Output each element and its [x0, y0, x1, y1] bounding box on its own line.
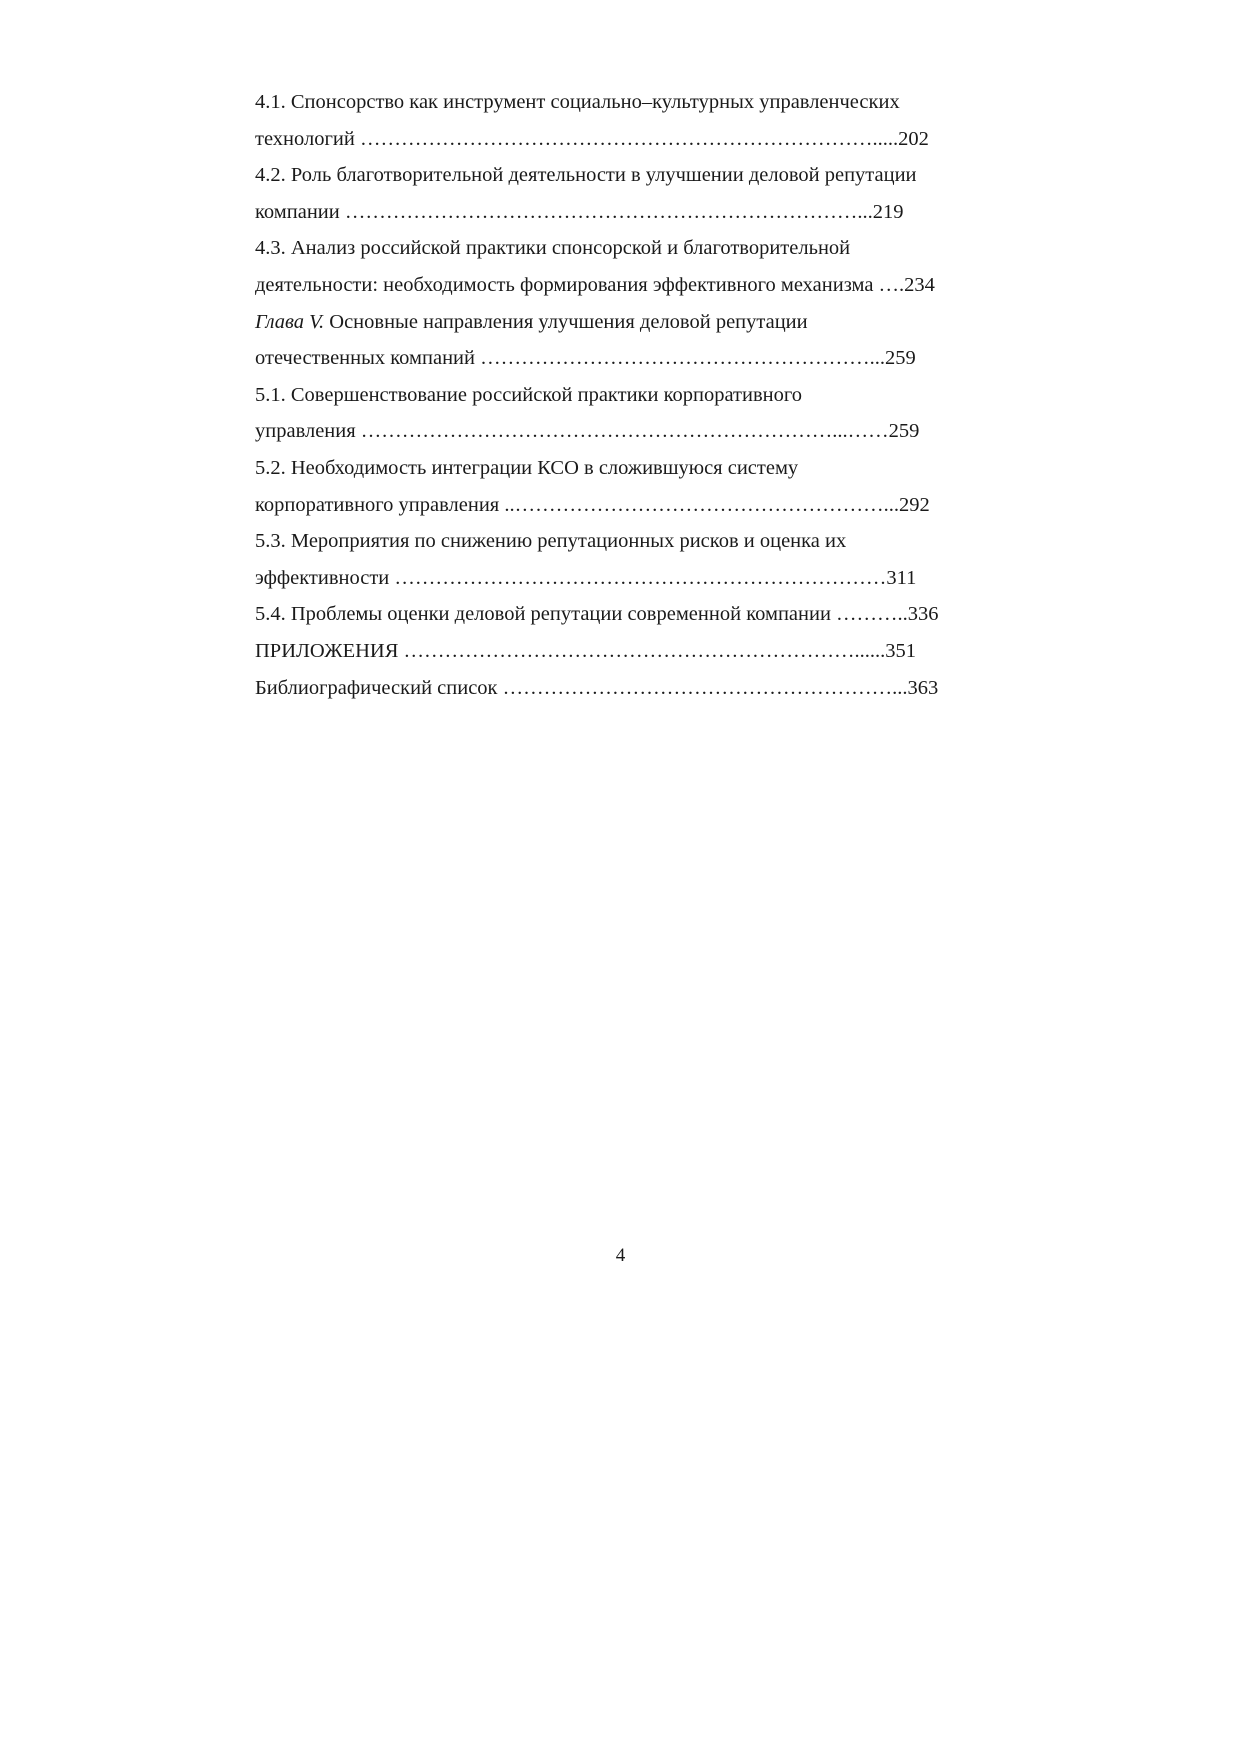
toc-entry-bibliography: Библиографический список …………………………………………………...363	[255, 676, 939, 699]
toc-entry-appendices: ПРИЛОЖЕНИЯ …………………………………………………………......351	[255, 639, 917, 662]
toc-entry-4-1-page: технологий ………………………………………………………………….....202	[255, 127, 929, 150]
toc-entry-5-4: 5.4. Проблемы оценки деловой репутации современной компании ………..336	[255, 603, 939, 626]
toc-entry-4-3-title: 4.3. Анализ российской практики спонсорской и благотворительной	[255, 237, 851, 260]
toc-entry-5-2-page: корпоративного управления ..………………………………………………...292	[255, 493, 930, 516]
toc-entry-5-1-title: 5.1. Совершенствование российской практики корпоративного	[255, 383, 803, 406]
toc-entry-5-3-page: эффективности ………………………………………………………………311	[255, 566, 917, 589]
page-number: 4	[615, 1245, 626, 1266]
toc-entry-4-1-title: 4.1. Спонсорство как инструмент социально–культурных управленческих	[255, 91, 900, 113]
toc-entry-5-1-page: управления ……………………………………………………………...……259	[255, 420, 920, 443]
chapter-5-title-text: Основные направления улучшения деловой репутации	[329, 310, 808, 333]
toc-chapter-5-page: отечественных компаний …………………………………………………...259	[255, 347, 916, 370]
toc-entry-4-2-title: 4.2. Роль благотворительной деятельности в улучшении деловой репутации	[255, 164, 917, 187]
toc-entry-5-3-title: 5.3. Мероприятия по снижению репутационных рисков и оценка их	[255, 530, 847, 553]
toc-entry-4-2-page: компании …………………………………………………………………...219	[255, 200, 904, 223]
chapter-prefix: Глава V.	[255, 310, 325, 333]
toc-entry-4-3-page: деятельности: необходимость формирования эффективного механизма ….234	[255, 273, 935, 296]
toc-chapter-5-title	[255, 304, 975, 341]
table-of-contents	[255, 84, 975, 706]
toc-entry-5-2-title: 5.2. Необходимость интеграции КСО в сложившуюся систему	[255, 456, 799, 479]
